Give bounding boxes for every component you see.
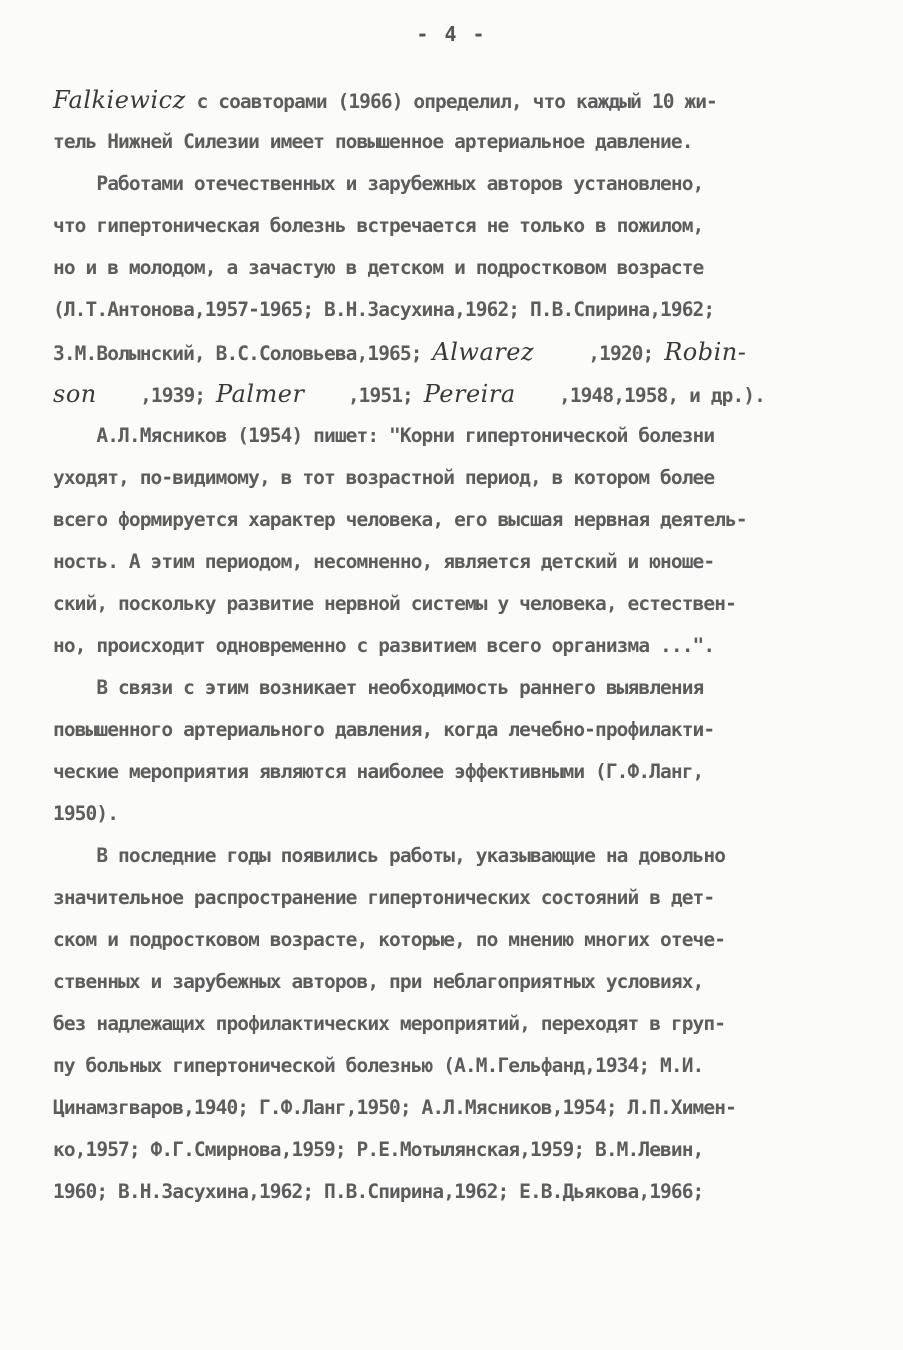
typed-text: В последние годы появились работы, указывающие на довольно <box>53 844 726 867</box>
typed-text: ческие мероприятия являются наиболее эффективными (Г.Ф.Ланг, <box>53 760 704 783</box>
typed-text: без надлежащих профилактических мероприятий, переходят в груп- <box>53 1012 726 1035</box>
typed-text: ность. А этим периодом, несомненно, является детский и юноше- <box>53 550 715 573</box>
text-line <box>53 256 703 280</box>
text-line <box>53 928 725 952</box>
text-line <box>53 298 714 322</box>
typed-text: Цинамзгваров,1940; Г.Ф.Ланг,1950; А.Л.Мясников,1954; Л.П.Химен- <box>53 1096 736 1119</box>
typed-text: значительное распространение гипертонических состояний в дет- <box>53 886 715 909</box>
handwritten-author-name: Robin- <box>664 338 747 366</box>
handwritten-author-name: Pereira <box>423 380 516 408</box>
handwritten-author-name: Palmer <box>215 380 305 408</box>
text-line <box>53 1180 703 1204</box>
typed-text: Работами отечественных и зарубежных авторов установлено, <box>53 172 704 195</box>
typed-text: 1960; В.Н.Засухина,1962; П.В.Спирина,1962; Е.В.Дьякова,1966; <box>53 1180 704 1203</box>
page-number: - 4 - <box>416 22 487 46</box>
text-line <box>53 718 714 742</box>
typed-text: уходят, по-видимому, в тот возрастной период, в котором более <box>53 466 715 489</box>
typed-text: всего формируется характер человека, его высшая нервная деятель- <box>53 508 747 531</box>
typed-text: А.Л.Мясников (1954) пишет: "Корни гипертонической болезни <box>53 424 715 447</box>
typed-text: ственных и зарубежных авторов, при неблагоприятных условиях, <box>53 970 704 993</box>
text-line <box>53 676 703 700</box>
text-line <box>53 550 714 574</box>
typed-text: ко,1957; Ф.Г.Смирнова,1959; Р.Е.Мотылянская,1959; В.М.Левин, <box>53 1138 704 1161</box>
text-line <box>53 802 118 826</box>
text-line <box>53 970 703 994</box>
typed-text: (Л.Т.Антонова,1957-1965; В.Н.Засухина,1962; П.В.Спирина,1962; <box>53 298 715 321</box>
handwritten-author-name: Falkiewicz <box>53 86 186 114</box>
typed-text: тель Нижней Силезии имеет повышенное артериальное давление. <box>53 130 693 153</box>
typed-text: ,1939; <box>96 384 216 407</box>
text-line <box>53 424 714 448</box>
typed-text: 1950). <box>53 802 119 825</box>
typed-text: пу больных гипертонической болезнью (А.М.Гельфанд,1934; М.И. <box>53 1054 704 1077</box>
text-line <box>53 592 736 616</box>
typed-text: ский, поскольку развитие нервной системы у человека, естествен- <box>53 592 736 615</box>
handwritten-author-name: Alwarez <box>432 338 535 366</box>
text-line <box>53 844 725 868</box>
typed-text: З.М.Волынский, В.С.Соловьева,1965; <box>53 342 433 365</box>
typed-text: ,1951; <box>304 384 424 407</box>
text-line <box>53 1012 725 1036</box>
typed-text: повышенного артериального давления, когда лечебно-профилакти- <box>53 718 715 741</box>
text-line <box>53 172 703 196</box>
typed-text: но и в молодом, а зачастую в детском и подростковом возрасте <box>53 256 704 279</box>
text-line <box>53 634 714 658</box>
text-line <box>53 88 717 114</box>
text-line <box>53 1138 703 1162</box>
text-line <box>53 508 747 532</box>
typed-text: ском и подростковом возрасте, которые, по мнению многих отече- <box>53 928 726 951</box>
text-line <box>53 1054 703 1078</box>
typed-text: ,1920; <box>534 342 665 365</box>
typed-text: с соавторами (1966) определил, что каждый 10 жи- <box>185 90 717 113</box>
text-line <box>53 1096 736 1120</box>
text-line <box>53 340 746 366</box>
text-line <box>53 466 714 490</box>
typed-text: ,1948,1958, и др.). <box>515 384 765 407</box>
text-line <box>53 214 703 238</box>
text-line <box>53 760 703 784</box>
text-line <box>53 130 693 154</box>
text-line <box>53 886 714 910</box>
typed-text: что гипертоническая болезнь встречается не только в пожилом, <box>53 214 704 237</box>
typed-text: В связи с этим возникает необходимость раннего выявления <box>53 676 704 699</box>
handwritten-author-name: son <box>53 380 97 408</box>
typed-text: но, происходит одновременно с развитием всего организма ...". <box>53 634 715 657</box>
text-line <box>53 382 765 408</box>
